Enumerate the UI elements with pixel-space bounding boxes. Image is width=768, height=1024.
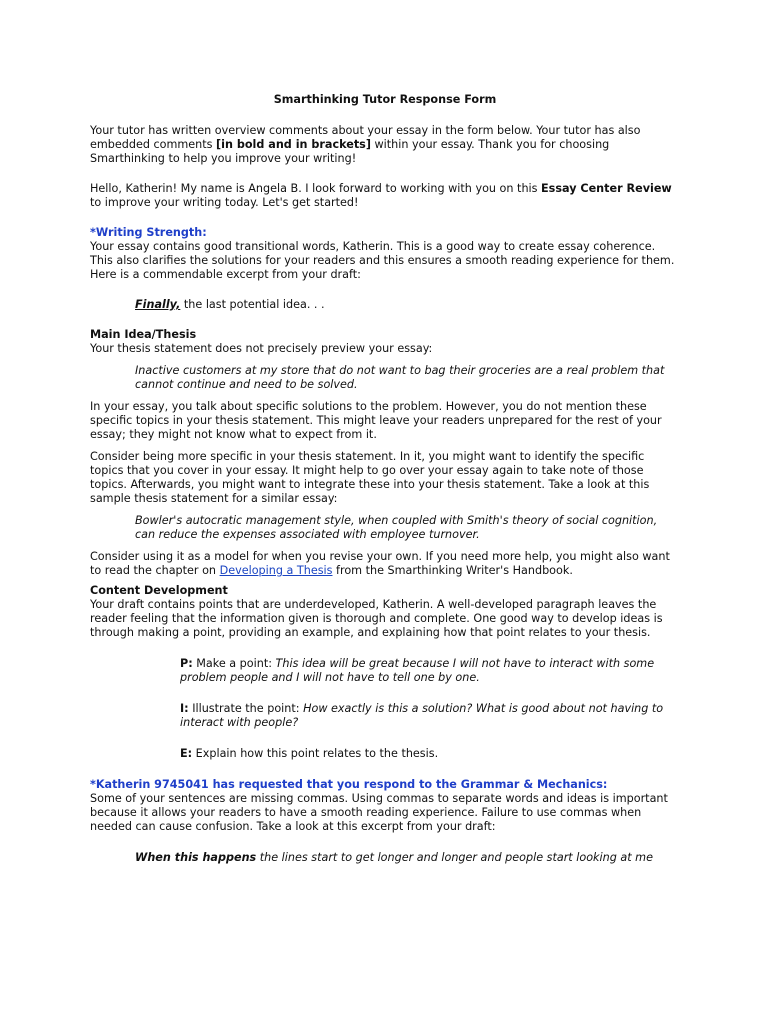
p3-text-end: from the Smarthinking Writer's Handbook.: [332, 564, 573, 577]
intro-text: Your tutor has written overview comments about your essay in the form below. Your tutor has also embedded comments: [90, 124, 641, 151]
page-title: Smarthinking Tutor Response Form: [273, 93, 497, 106]
illustrate-text: Illustrate the point:: [188, 702, 304, 715]
greeting-text-end: to improve your writing today. Let's get started!: [90, 196, 359, 209]
content-development-body: Your draft contains points that are underdeveloped, Katherin. A well-developed paragraph leaves the reader feeling that the information given is thorough and complete. One good way to develop ideas is through making a point, providing an example, and explaining how that point relates to your thesis.: [90, 598, 663, 639]
pie-illustrate: [180, 702, 680, 730]
pie-point: [180, 657, 680, 685]
excerpt-bold: Finally,: [135, 298, 181, 311]
grammar-excerpt: [135, 851, 680, 865]
grammar-excerpt-bold: When this happens: [135, 851, 257, 864]
illustrate-label: I:: [180, 702, 189, 715]
pie-explain: [180, 747, 680, 761]
writing-strength-excerpt: [135, 298, 680, 312]
developing-thesis-link[interactable]: Developing a Thesis: [219, 564, 333, 577]
greeting-paragraph: [90, 182, 680, 210]
content-development-heading: Content Development: [90, 584, 228, 597]
grammar-heading: *Katherin 9745041 has requested that you respond to the Grammar & Mechanics:: [90, 778, 608, 791]
thesis-quote: Inactive customers at my store that do not want to bag their groceries are a real problem that cannot continue and need to be solved.: [135, 364, 665, 391]
explain-label: E:: [180, 747, 193, 760]
explain-text: Explain how this point relates to the thesis.: [192, 747, 439, 760]
intro-bold: [in bold and in brackets]: [216, 138, 371, 151]
writing-strength-heading: *Writing Strength:: [90, 226, 207, 239]
greeting-bold: Essay Center Review: [541, 182, 672, 195]
main-idea-paragraph-1: In your essay, you talk about specific solutions to the problem. However, you do not mention these specific topics in your thesis statement. This might leave your readers unprepared for the rest of your essay; they might not know what to expect from it.: [90, 400, 662, 441]
sample-thesis-quote: Bowler's autocratic management style, when coupled with Smith's theory of social cognition, can reduce the expenses associated with employee turnover.: [135, 514, 658, 541]
main-idea-paragraph-3: [90, 550, 680, 578]
illustrate-example: How exactly is this a solution? What is good about not having to interact with people?: [180, 702, 664, 729]
main-idea-paragraph-2: Consider being more specific in your thesis statement. In it, you might want to identify the specific topics that you cover in your essay. It might help to go over your essay again to take note of those topics. Afterwards, you might want to integrate these into your thesis statement. Take a look at this sample thesis statement for a similar essay:: [90, 450, 650, 505]
p3-text: Consider using it as a model for when you revise your own. If you need more help, you might also want to read the chapter on: [90, 550, 670, 577]
point-label: P:: [180, 657, 193, 670]
greeting-text: Hello, Katherin! My name is Angela B. I look forward to working with you on this: [90, 182, 542, 195]
excerpt-rest: the last potential idea. . .: [180, 298, 325, 311]
intro-text-end: within your essay. Thank you for choosing Smarthinking to help you improve your writing!: [90, 138, 610, 165]
writing-strength-body: Your essay contains good transitional words, Katherin. This is a good way to create essay coherence. This also clarifies the solutions for your readers and this ensures a smooth reading experience for them. Here is a commendable excerpt from your draft:: [90, 240, 675, 281]
response-form: [90, 93, 680, 865]
point-text: Make a point:: [192, 657, 276, 670]
grammar-body: Some of your sentences are missing commas. Using commas to separate words and ideas is important because it allows your readers to have a smooth reading experience. Failure to use commas when needed can cause confusion. Take a look at this excerpt from your draft:: [90, 792, 668, 833]
point-example: This idea will be great because I will not have to interact with some problem people and I will not have to tell one by one.: [180, 657, 655, 684]
main-idea-heading: Main Idea/Thesis: [90, 328, 197, 341]
grammar-excerpt-rest: the lines start to get longer and longer and people start looking at me: [256, 851, 653, 864]
intro-paragraph: [90, 124, 680, 166]
main-idea-intro: Your thesis statement does not precisely preview your essay:: [90, 342, 433, 355]
